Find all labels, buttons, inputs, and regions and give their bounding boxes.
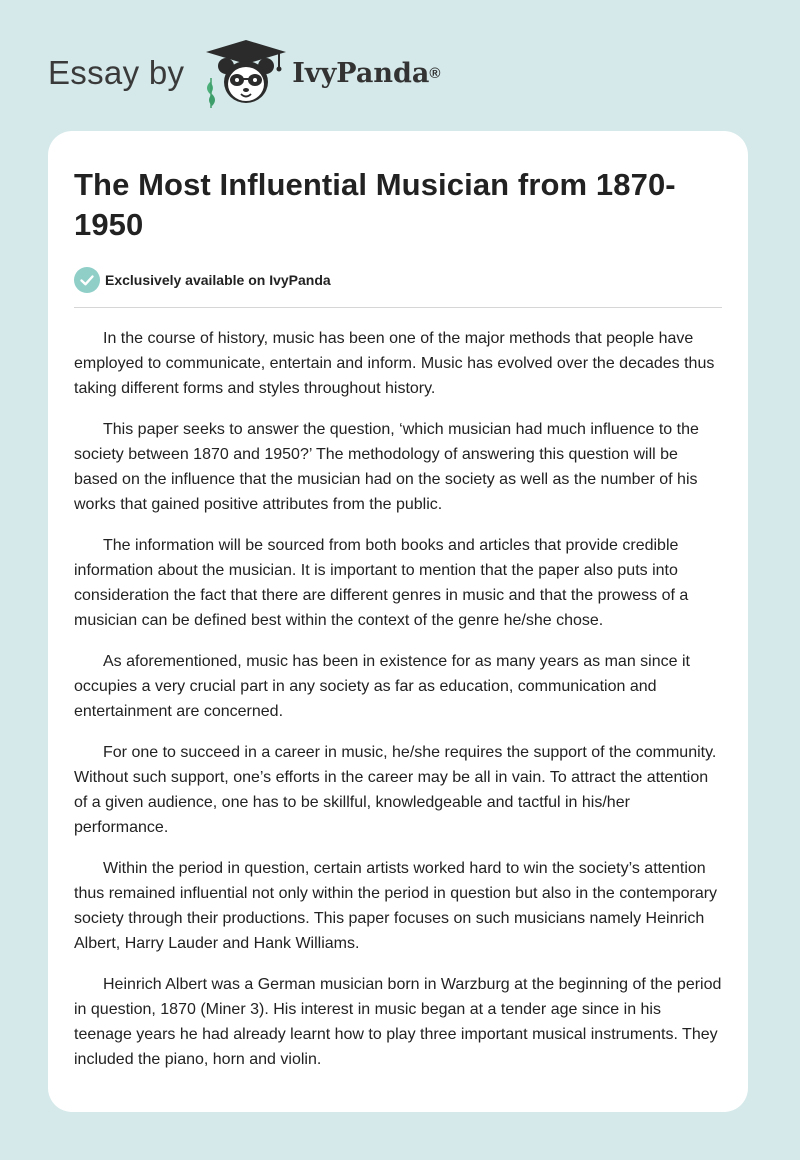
- site-header: [48, 38, 440, 108]
- divider: [74, 307, 722, 308]
- registered-mark: ®: [429, 64, 441, 82]
- paragraph: Heinrich Albert was a German musician born in Warzburg at the beginning of the period in question, 1870 (Miner 3). His interest in music began at a tender age since in his teenage years he had already learnt how to play three important musical instruments. They included the piano, horn and violin.: [74, 976, 722, 1068]
- paragraph: In the course of history, music has been one of the major methods that people have employed to communicate, entertain and inform. Music has evolved over the decades thus taking different forms and styles throughout history.: [74, 330, 715, 397]
- article-body: [74, 326, 722, 1072]
- brand-name[interactable]: IvyPanda: [292, 57, 430, 89]
- essay-by-label: Essay by: [48, 54, 185, 91]
- paragraph: Within the period in question, certain artists worked hard to win the society’s attention thus remained influential not only within the period in question but also in the contemporary society through their productions. This paper focuses on such musicians namely Heinrich Albert, Harry Lauder and Hank Williams.: [74, 860, 718, 952]
- paragraph: As aforementioned, music has been in existence for as many years as man since it occupies a very crucial part in any society as far as education, communication and entertainment are concerned.: [74, 653, 690, 720]
- paragraph: For one to succeed in a career in music, he/she requires the support of the community. Without such support, one’s efforts in the career may be all in vain. To attract the attention of a given audience, one has to be skillful, knowledgeable and tactful in his/her performance.: [74, 744, 717, 836]
- essay-card: [48, 131, 748, 1112]
- availability-badge: [74, 267, 722, 293]
- page-title: The Most Influential Musician from 1870-1950: [74, 167, 676, 242]
- paragraph: The information will be sourced from both books and articles that provide credible information about the musician. It is important to mention that the paper also puts into consideration the fact that there are different genres in music and that the prowess of a musician can be defined best within the context of the genre he/she chose.: [74, 537, 689, 629]
- panda-graduate-logo-icon[interactable]: [202, 38, 290, 108]
- availability-label: Exclusively available on IvyPanda: [105, 272, 331, 288]
- paragraph: This paper seeks to answer the question, ‘which musician had much influence to the society between 1870 and 1950?’ The methodology of answering this question will be based on the influence that the musician had on the society as well as the number of his works that gained positive attributes from the public.: [74, 421, 699, 513]
- check-circle-icon: [74, 267, 100, 293]
